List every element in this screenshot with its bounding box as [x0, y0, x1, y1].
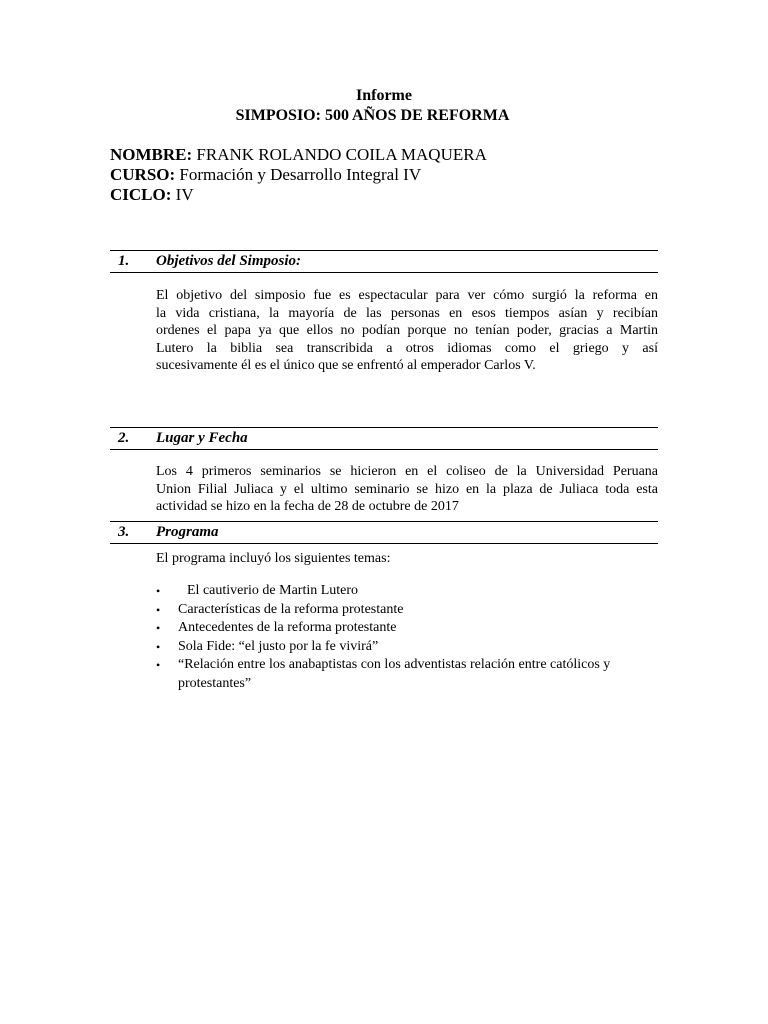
- list-item-text: El cautiverio de Martin Lutero: [187, 583, 359, 598]
- section-heading-objetivos: [110, 250, 658, 273]
- list-item-text: Antecedentes de la reforma protestante: [178, 620, 397, 635]
- bullet-icon: •: [156, 602, 161, 617]
- list-item: [156, 582, 658, 601]
- section-number: 2.: [118, 430, 130, 446]
- section-title: Objetivos del Simposio:: [156, 253, 301, 269]
- section-number: 3.: [118, 524, 130, 540]
- cycle-label: CICLO:: [110, 185, 172, 204]
- cycle-line: [110, 185, 194, 205]
- section-number: 1.: [118, 253, 130, 269]
- bullet-icon: •: [156, 639, 161, 654]
- paragraph-line: El programa incluyó los siguientes temas:: [156, 551, 391, 566]
- paragraph-line: la vida cristiana, la mayoría de las personas en esos tiempos asían y recibían: [156, 305, 658, 321]
- course-label: CURSO:: [110, 165, 176, 184]
- list-item-continuation: protestantes”: [178, 675, 252, 691]
- list-item: [156, 619, 658, 638]
- name-label: NOMBRE:: [110, 145, 193, 164]
- paragraph-line: sucesivamente él es el único que se enfrentó al emperador Carlos V.: [156, 358, 536, 373]
- bullet-icon: •: [156, 584, 161, 598]
- student-name-line: [110, 145, 487, 165]
- bullet-icon: •: [156, 621, 161, 635]
- list-item: [156, 638, 658, 657]
- list-item-text: “Relación entre los anabaptistas con los adventistas relación entre católicos y: [178, 657, 611, 672]
- document-title: Informe: [356, 87, 412, 104]
- name-value: FRANK ROLANDO COILA MAQUERA: [192, 145, 487, 164]
- course-value: Formación y Desarrollo Integral IV: [175, 165, 422, 184]
- course-line: [110, 165, 421, 185]
- paragraph-line: El objetivo del simposio fue es espectacular para ver cómo surgió la reforma en: [156, 288, 658, 303]
- paragraph-line: Union Filial Juliaca y el ultimo seminario se hizo en la plaza de Juliaca toda esta: [156, 481, 658, 497]
- paragraph-line: ordenes el papa ya que ellos no podían porque no tenían poder, gracias a Martin: [156, 323, 658, 338]
- section-heading-programa: [110, 521, 658, 544]
- document-subtitle: SIMPOSIO: 500 AÑOS DE REFORMA: [235, 107, 510, 124]
- bullet-icon: •: [156, 658, 161, 672]
- program-intro: [156, 550, 658, 568]
- paragraph-line: actividad se hizo en la fecha de 28 de octubre de 2017: [156, 499, 459, 514]
- section-body-lugar-fecha: [156, 463, 658, 516]
- section-title: Lugar y Fecha: [156, 430, 248, 446]
- paragraph-line: Lutero la biblia sea transcribida a otros idiomas como el griego y así: [156, 340, 658, 356]
- list-item: [156, 601, 658, 620]
- list-item-text: Sola Fide: “el justo por la fe vivirá”: [178, 638, 379, 654]
- cycle-value: IV: [171, 185, 194, 204]
- section-body-objetivos: [156, 287, 658, 375]
- list-item: [156, 656, 658, 693]
- program-topic-list: [156, 582, 658, 693]
- section-title: Programa: [156, 524, 219, 540]
- paragraph-line: Los 4 primeros seminarios se hicieron en el coliseo de la Universidad Peruana: [156, 464, 658, 479]
- section-heading-lugar-fecha: [110, 427, 658, 450]
- list-item-text: Características de la reforma protestante: [178, 601, 404, 617]
